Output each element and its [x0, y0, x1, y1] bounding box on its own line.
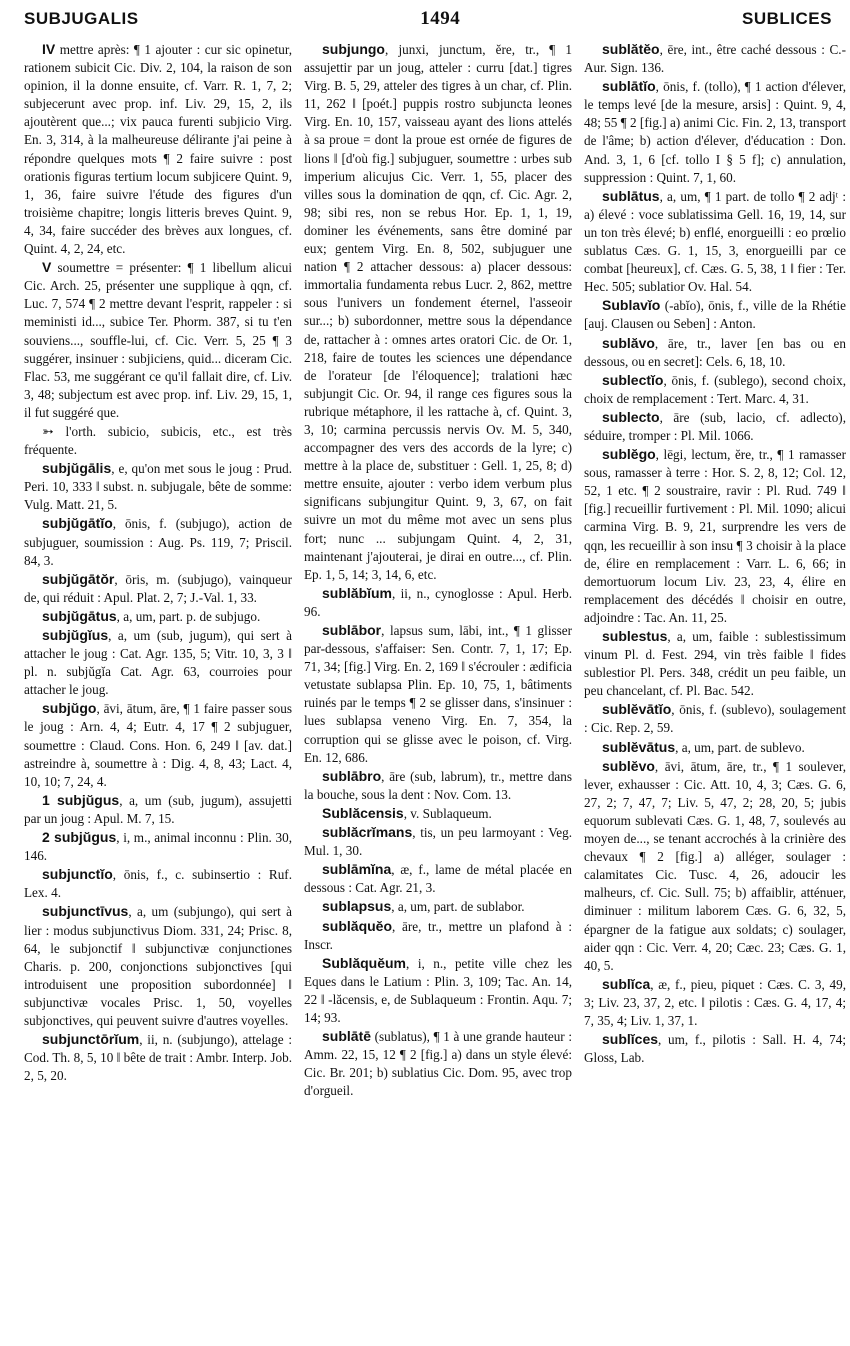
- entry-body: , tis, un peu larmoyant : Veg. Mul. 1, 30.: [304, 825, 572, 859]
- entry-body: (sublatus), ¶ 1 à une grande hauteur : Amm. 22, 15, 12 ¶ 2 [fig.] a) dans un style élevé: Cic. Br. 201; b) sublatius Cic. Dom. 95, avec trop d'orgueil.: [304, 1029, 572, 1099]
- entry-body: , āvi, ātum, āre, tr., ¶ 1 soulever, lever, exhausser : Cic. Att. 10, 4, 3; Cæs. G. 6, 27, 2; 7, 47, 7; Liv. 5, 47, 2; 28, 20, 5; jubis equorum sublevati Cæs. G. 1, 48, 7, soulevés au moyen de..., se tenant accrochés à la crinière des chevaux ¶ 2 [fig.] a) alléger, soulager : calamitates Cic. Tusc. 4, 26, adoucir les malheurs, cf. Cic. Sull. 75; b) affaiblir, atténuer, diminuer : militum laborem Cæs. G. 6, 32, 5, épargner de la fatigue aux soldats; c) soulager, aider qqn : Cic. Verr. 4, 20; Cæc. 23; Cæs. G. 1, 40, 5.: [584, 758, 846, 973]
- entry-body: , ōnis, f. (subjugo), action de subjuguer, soumission : Aug. Ps. 119, 7; Priscil. 84, 3.: [24, 516, 292, 568]
- dictionary-entry: [24, 459, 292, 514]
- entry-headword: subjungo: [322, 41, 385, 57]
- dictionary-entry: [24, 1030, 292, 1085]
- entry-headword: sublĕvo: [602, 757, 655, 774]
- dictionary-entry: [584, 334, 846, 371]
- entry-body: , āre (sub, lacio, cf. adlecto), séduire, tromper : Pl. Mil. 1066.: [584, 409, 846, 443]
- entry-body: , ēre, int., être caché dessous : C.-Aur. Sign. 136.: [584, 42, 846, 76]
- entry-headword: subjŭgātĭo: [42, 515, 113, 532]
- entry-headword: V: [42, 259, 52, 276]
- entry-body: , ii, n. (subjungo), attelage : Cod. Th. 8, 5, 10 ‖ bête de trait : Ambr. Interp. Job. 2, 5, 20.: [24, 1032, 292, 1084]
- entry-headword: ➳: [42, 422, 54, 439]
- entry-body: , ōnis, f. (sublego), second choix, choix de remplacement : Tert. Marc. 4, 31.: [584, 372, 846, 406]
- entry-body: , ōnis, f., c. subinsertio : Ruf. Lex. 4.: [24, 867, 292, 901]
- running-header: [24, 8, 832, 38]
- entry-headword: sublĭca: [602, 975, 651, 992]
- entry-headword: sublĕvātus: [602, 738, 676, 755]
- entry-headword: sublātĭo: [602, 78, 656, 95]
- entry-body: mettre après: ¶ 1 ajouter : cur sic opinetur, rationem subicit Cic. Div. 2, 104, la raison de son opinion, il la donne ensuite, cf. Varr. R. 1, 7, 2; subjecerunt avec prop. inf. Liv. 29, 15, 2, ils ajoutèrent que...; vix pauca furenti subjicio Virg. En. 3, 314, à la malheureuse délirante j'ai peine à répondre quelques mots ¶ 2 faire suivre : post orationis figuras tertium locum subjicere Quint. 9, 1, 36, faire suivre l'étude des figures d'un troisième chapitre; longis litteris breves Quint. 9, 4, 34, faire succéder des brèves aux longues, cf. Quint. 4, 2, 24, etc.: [24, 42, 292, 257]
- entry-headword: sublābor: [322, 622, 382, 638]
- column-right: [584, 40, 846, 1100]
- dictionary-entry: [24, 514, 292, 569]
- entry-headword: sublăvo: [602, 334, 655, 351]
- entry-headword: subjŭgātus: [42, 607, 117, 624]
- dictionary-entry: [304, 804, 572, 823]
- dictionary-entry: [584, 445, 846, 627]
- entry-body: , i, n., petite ville chez les Eques dans le Latium : Plin. 3, 109; Tac. An. 14, 22 ‖ -lăcensis, e, de Sublaqueum : Frontin. Aqu. 7; 14; 93.: [304, 955, 572, 1025]
- dictionary-entry: [584, 1030, 846, 1067]
- entry-body: , lapsus sum, lābi, int., ¶ 1 glisser par-dessous, s'affaiser: Sen. Contr. 7, 1, 17; Ep. 71, 34; [fig.] Virg. En. 2, 169 ‖ s'écrouler : ædificia vetustate sublapsa Plin. Ep. 10, 75, 1, bâtiments ruinés par le temps ¶ 2 se glisser dans, s'insinuer : lues sublapsa veneno Virg. En. 7, 354, la corruption qui se glisse avec le poison, cf. Virg. En. 12, 686.: [304, 623, 572, 765]
- entry-body: , a, um, faible : sublestissimum vinum Pl. d. Fest. 294, vin très faible ‖ fides sublestior Pl. Pers. 348, crédit un peu faible, un peu chancelant, cf. Pl. Bac. 542.: [584, 629, 846, 699]
- entry-headword: sublecto: [602, 408, 660, 425]
- dictionary-entry: [304, 40, 572, 584]
- entry-headword: sublĭces: [602, 1031, 659, 1048]
- entry-headword: sublāmĭna: [322, 861, 392, 878]
- entry-headword: sublăcrĭmans: [322, 824, 413, 841]
- dictionary-entry: [304, 584, 572, 621]
- entry-body: , e, qu'on met sous le joug : Prud. Peri. 10, 333 ‖ subst. n. subjugale, bête de somme: Vulg. Matt. 21, 5.: [24, 461, 292, 513]
- dictionary-entry: [304, 823, 572, 860]
- entry-headword: sublătĕo: [602, 41, 660, 57]
- entry-body: soumettre = présenter: ¶ 1 libellum alicui Cic. Arch. 25, présenter une supplique à qqn, cf. Luc. 7, 574 ¶ 2 mettre devant l'esprit, rappeler : si meministi id..., subice Ter. Phorm. 387, si tu t'en souviens..., souffle-lui, cf. Cic. Verr. 5, 25 ¶ 3 suggérer, insinuer : subjiciens, quid... diceram Cic. Flac. 53, me suggérant ce qu'il fallait dire, cf. Liv. 3, 48; subjectum est avec prop. inf. Liv. 29, 15, 1, il fut suggéré que.: [24, 260, 292, 420]
- entry-body: , āre (sub, labrum), tr., mettre dans la bouche, sous la dent : Nov. Com. 13.: [304, 768, 572, 802]
- entry-body: , æ, f., pieu, piquet : Cæs. C. 3, 49, 3; Liv. 23, 37, 2, etc. ‖ pilotis : Cæs. G. 4, 17, 4; 7, 35, 4; Liv. 1, 37, 1.: [584, 976, 846, 1028]
- dictionary-entry: [24, 626, 292, 699]
- header-left-guideword: SUBJUGALIS: [24, 9, 139, 28]
- dictionary-entry: [304, 860, 572, 897]
- entry-headword: sublĕvātĭo: [602, 701, 672, 718]
- dictionary-entry: [304, 917, 572, 954]
- entry-body: , a, um (sub, jugum), qui sert à attacher le joug : Cat. Agr. 135, 5; Vitr. 10, 3, 3 ‖ pl. n. subjŭgĭa Cat. Agr. 63, courroies pour attacher le joug.: [24, 628, 292, 698]
- dictionary-entry: [584, 700, 846, 737]
- dictionary-entry: [304, 621, 572, 767]
- dictionary-entry: [24, 865, 292, 902]
- page-number: 1494: [420, 8, 461, 29]
- entry-body: , āvi, ātum, āre, ¶ 1 faire passer sous le joug : Arn. 4, 4; Eutr. 4, 17 ¶ 2 subjuguer, soumettre : Claud. Cons. Hon. 6, 249 ‖ [av. dat.] astreindre à, soumettre à : Dig. 4, 8, 43; Lact. 4, 10, 10; 7, 24, 4.: [24, 701, 292, 789]
- dictionary-entry: [24, 570, 292, 607]
- entry-body: l'orth. subicio, subicis, etc., est très fréquente.: [24, 423, 292, 458]
- dictionary-entry: [584, 738, 846, 757]
- dictionary-entry: [584, 296, 846, 333]
- entry-body: , āre, tr., mettre un plafond à : Inscr.: [304, 918, 572, 952]
- entry-headword: sublăquĕo: [322, 917, 393, 934]
- entry-body: , ōnis, f. (tollo), ¶ 1 action d'élever, le temps levé [de la mesure, arsis] : Quint. 9, 4, 48; 55 ¶ 2 [fig.] a) animi Cic. Fin. 2, 13, transport de l'âme; b) action d'élever, d'éducation : Don. And. 3, 1, 6 [cf. tollo I § 5 f]; c) annulation, suppression : Quint. 7, 1, 60.: [584, 79, 846, 185]
- entry-body: , æ, f., lame de métal placée en dessous : Cat. Agr. 21, 3.: [304, 862, 572, 896]
- dictionary-entry: [304, 954, 572, 1027]
- entry-body: , a, um, part. de sublevo.: [675, 739, 805, 755]
- entry-body: , a, um, part. de sublabor.: [391, 899, 525, 915]
- dictionary-entry: [24, 828, 292, 865]
- dictionary-entry: [24, 902, 292, 1030]
- entry-headword: subjŭgātŏr: [42, 570, 115, 587]
- entry-body: , ōris, m. (subjugo), vainqueur de, qui réduit : Apul. Plat. 2, 7; J.-Val. 1, 33.: [24, 571, 292, 605]
- entry-headword: subjunctīvus: [42, 903, 129, 920]
- entry-body: , a, um, part. p. de subjugo.: [116, 608, 261, 624]
- dictionary-entry: [584, 40, 846, 77]
- entry-body: , i, m., animal inconnu : Plin. 30, 146.: [24, 830, 292, 864]
- entry-headword: 2 subjŭgus: [42, 829, 117, 846]
- dictionary-entry: [24, 40, 292, 258]
- entry-headword: 1 subjŭgus: [42, 791, 120, 808]
- dictionary-entry: [304, 897, 572, 916]
- entry-headword: sublĕgo: [602, 446, 656, 463]
- dictionary-entry: [584, 187, 846, 297]
- entry-body: , lēgi, lectum, ĕre, tr., ¶ 1 ramasser sous, ramasser à terre : Hor. S. 2, 8, 12; Col. 12, 52, 1 etc. ¶ 2 soustraire, ravir : Pl. Rud. 749 ‖ [fig.] recueillir furtivement : Pl. Mil. 1090; alicui carmina Virg. B. 9, 21, surprendre les vers de qqn, les recueillir à son insu ¶ 3 choisir à la place de, élire en remplacement : Varr. L. 6, 66; in demortuorum locum Liv. 23, 23, 4, élire en remplacement des décédés ‖ choisir en outre, adjoindre : Tac. An. 11, 25.: [584, 447, 846, 625]
- header-right-guideword: SUBLICES: [742, 9, 832, 28]
- dictionary-entry: [304, 1027, 572, 1100]
- entry-headword: subjunctĭo: [42, 866, 113, 883]
- dictionary-entry: [24, 791, 292, 828]
- dictionary-entry: [304, 767, 572, 804]
- dictionary-entry: [24, 258, 292, 422]
- entry-headword: IV: [42, 41, 56, 57]
- entry-headword: subjŭgo: [42, 700, 97, 717]
- dictionary-entry: [584, 757, 846, 975]
- dictionary-entry: [24, 699, 292, 790]
- entry-headword: sublestus: [602, 628, 668, 644]
- entry-headword: sublăbĭum: [322, 584, 393, 601]
- entry-headword: Sublavĭo: [602, 297, 661, 314]
- entry-body: , āre, tr., laver [en bas ou en dessous, ou en secret]: Cels. 6, 18, 10.: [584, 335, 846, 369]
- text-columns: [24, 40, 846, 1100]
- dictionary-entry: [24, 607, 292, 626]
- dictionary-entry: [584, 408, 846, 445]
- column-left: [24, 40, 292, 1100]
- entry-headword: subjunctōrĭum: [42, 1031, 140, 1048]
- dictionary-entry: [24, 422, 292, 459]
- entry-headword: subjŭgĭus: [42, 627, 109, 643]
- entry-body: , um, f., pilotis : Sall. H. 4, 74; Gloss, Lab.: [584, 1032, 846, 1066]
- entry-body: (-abĭo), ōnis, f., ville de la Rhétie [auj. Clausen ou Seben] : Anton.: [584, 298, 846, 332]
- dictionary-entry: [584, 371, 846, 408]
- entry-body: , a, um (sub, jugum), assujetti par un joug : Apul. M. 7, 15.: [24, 792, 292, 826]
- entry-headword: sublābro: [322, 767, 382, 784]
- entry-body: , ii, n., cynoglosse : Apul. Herb. 96.: [304, 585, 572, 619]
- entry-headword: sublātē: [322, 1028, 372, 1045]
- entry-headword: Sublăquĕum: [322, 954, 407, 971]
- entry-body: , junxi, junctum, ĕre, tr., ¶ 1 assujettir par un joug, atteler : curru [dat.] tigres Virg. B. 5, 29, atteler des tigres à un char, cf. Plin. 11, 262 ‖ [poét.] puppis rostro subjuncta leones Virg. En. 10, 157, vaisseau ayant des lions attelés à sa proue = dont la proue est ornée de figures de lions ‖ [d'où fig.] subjuguer, soumettre : urbes sub imperium alicujus Cic. Verr. 1, 55, placer des villes sous la domination de qqn, cf. Cic. Agr. 2, 98; sibi res, non se rebus Hor. Ep. 1, 1, 19, dominer les événements, sans être dominé par eux; gentem Virg. En. 8, 502, subjuguer une nation ¶ 2 attacher dessous: a) placer dessous: immortalia fundamenta rebus Lucr. 2, 862, mettre sous l'univers un fondement éternel, l'asseoir sur...; b) subordonner, mettre sous la dépendance de, rattacher à : omnes artes oratori Cic. de Or. 1, 218, faire de toutes les sciences une dépendance de l'orateur [de l'éloquence]; tralationi hæc subjungit Cic. Or. 94, il range ces figures sous la rubrique métaphore, il les rattache à, cf. Quint. 3, 3, 10; carmina percussis nervis Ov. M. 5, 340, accompagner des vers des accords de la lyre; c) mettre à la place de, substituer : Gell. 1, 25, 8; d) mettre ensuite, ajouter : verbo idem verbum plus significans subjungitur Quint. 9, 3, 67, on fait suivre un mot du même mot avec un sens plus fort; nunc ... subjungam Quint. 4, 2, 31, maintenant j'ajouterai, je dirai en outre..., cf. Plin. Ep. 1, 5, 14; 3, 14, 6, etc.: [304, 42, 572, 582]
- entry-body: , a, um (subjungo), qui sert à lier : modus subjunctivus Diom. 331, 24; Prisc. 8, 64, le subjonctif ‖ subjunctivæ conjunctiones Charis. p. 200, conjonctions subjonctives [qui introduisent une proposition subordonnée] ‖ subjunctivæ vocales Prisc. 1, 50, voyelles subjonctives, qui peuvent suivre d'autres voyelles.: [24, 904, 292, 1028]
- entry-headword: sublapsus: [322, 898, 392, 915]
- entry-headword: subjŭgālis: [42, 460, 112, 477]
- dictionary-entry: [584, 77, 846, 187]
- entry-body: , v. Sublaqueum.: [403, 805, 492, 821]
- dictionary-entry: [584, 627, 846, 700]
- dictionary-entry: [584, 975, 846, 1030]
- entry-headword: sublātus: [602, 187, 660, 204]
- entry-headword: Sublăcensis: [322, 804, 404, 821]
- entry-headword: sublectĭo: [602, 371, 664, 388]
- entry-body: , ōnis, f. (sublevo), soulagement : Cic. Rep. 2, 59.: [584, 702, 846, 736]
- entry-body: , a, um, ¶ 1 part. de tollo ¶ 2 adjᵗ : a) élevé : voce sublatissima Gell. 16, 19, 14, sur un ton très élevé; b) enflé, enorgueilli : eo prœlio sublatus Cæs. G. 1, 15, 3, enorgueilli par ce combat [heureux], cf. Cæs. G. 5, 38, 1 ‖ fier : Ter. Hec. 505; sublatior Ov. Hal. 54.: [584, 188, 846, 295]
- column-middle: [304, 40, 572, 1100]
